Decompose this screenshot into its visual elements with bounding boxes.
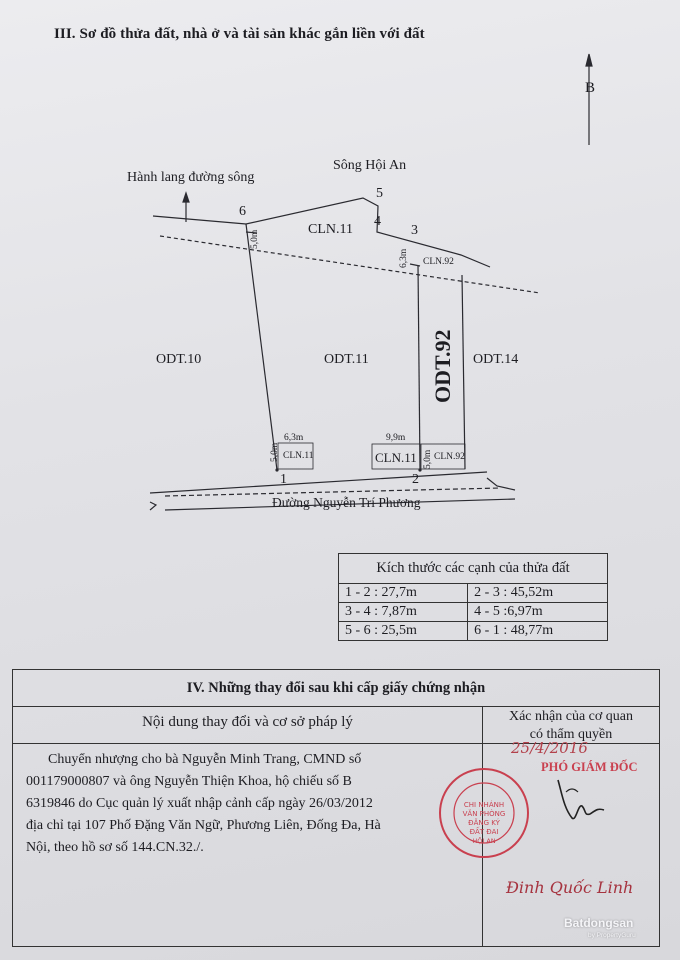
river-corridor-label: Hành lang đường sông	[127, 170, 255, 185]
svg-text:CHI NHÁNH: CHI NHÁNH	[463, 801, 505, 809]
point-1-dot	[275, 468, 278, 471]
point-4: 4	[374, 214, 381, 229]
point-3: 3	[411, 223, 418, 238]
point-5: 5	[376, 186, 383, 201]
table-row	[339, 622, 608, 641]
edge-6-1	[246, 224, 277, 470]
svg-text:ĐẤT ĐAI: ĐẤT ĐAI	[469, 828, 499, 836]
watermark-sub: by PropertyGuru	[588, 932, 636, 939]
column-header-content: Nội dung thay đổi và cơ sở pháp lý	[142, 714, 353, 730]
measure-west-top: 5,0m	[250, 229, 260, 249]
signature-scribble	[548, 770, 608, 830]
handwritten-date: 25/4/2016	[511, 739, 588, 757]
watermark-brand: Batdongsan	[564, 916, 634, 930]
change-content-line: Chuyển nhượng cho bà Nguyễn Minh Trang, CMND số	[48, 752, 362, 767]
road-break-right	[487, 478, 515, 490]
strip-bottom-right-label: CLN.92	[434, 452, 465, 462]
change-content-line: Nội, theo hồ sơ số 144.CN.32./.	[26, 840, 204, 855]
measure-bottom-right-height: 5,0m	[423, 449, 433, 469]
north-arrow-head	[586, 54, 592, 66]
edge-dimensions-table	[338, 553, 608, 641]
table-row	[339, 584, 608, 603]
table-cell: 4 - 5 :6,97m	[468, 603, 608, 622]
north-label: B	[585, 80, 596, 96]
river-name-label: Sông Hội An	[333, 158, 407, 173]
measure-bottom-center-width: 9,9m	[386, 433, 406, 443]
measure-bottom-left-width: 6,3m	[284, 433, 304, 443]
road-break-left	[150, 502, 156, 510]
table-cell: 1 - 2 : 27,7m	[339, 584, 468, 603]
point-1: 1	[280, 472, 287, 487]
table-cell: 5 - 6 : 25,5m	[339, 622, 468, 641]
column-header-confirm-line1: Xác nhận của cơ quan	[508, 709, 633, 724]
parcel-odt-10: ODT.10	[156, 352, 202, 367]
svg-text:HỘI AN: HỘI AN	[472, 837, 496, 845]
watermark	[564, 914, 636, 939]
point-2: 2	[412, 472, 419, 487]
change-content-line: 001179000807 và ông Nguyễn Thiện Khoa, hộ chiếu số B	[26, 774, 352, 789]
parcel-odt-92: ODT.92	[430, 329, 455, 403]
edge-2-3	[418, 265, 420, 470]
table-cell: 3 - 4 : 7,87m	[339, 603, 468, 622]
change-content-line: 6319846 do Cục quản lý xuất nhập cảnh cấp ngày 26/03/2012	[26, 796, 373, 811]
edge-dimensions-title: Kích thước các cạnh của thửa đất	[339, 554, 608, 584]
signer-name: Đinh Quốc Linh	[506, 878, 634, 897]
parcel-odt-11: ODT.11	[324, 352, 369, 367]
parcel-14-boundary	[462, 275, 465, 469]
official-seal	[436, 765, 532, 861]
strip-bottom-left-label: CLN.11	[283, 451, 314, 461]
point-6: 6	[239, 204, 246, 219]
corridor-arrow-head	[183, 193, 189, 202]
parcel-odt-14: ODT.14	[473, 352, 519, 367]
strip-top-mid-label: CLN.92	[423, 257, 454, 267]
measure-mid-top: 6,3m	[399, 248, 409, 268]
section-iii-title: III. Sơ đồ thửa đất, nhà ở và tài sản khác gắn liền với đất	[54, 26, 425, 42]
table-cell: 2 - 3 : 45,52m	[468, 584, 608, 603]
stamp-role: PHÓ GIÁM ĐỐC	[541, 760, 638, 774]
column-header-confirm-line2: có thẩm quyền	[529, 727, 613, 742]
measure-bottom-left-height: 5,0m	[270, 442, 280, 462]
svg-text:VĂN PHÒNG: VĂN PHÒNG	[462, 810, 506, 818]
strip-top-main-label: CLN.11	[308, 222, 353, 237]
section-iv-title: IV. Những thay đổi sau khi cấp giấy chứng nhận	[13, 670, 659, 707]
svg-text:ĐĂNG KÝ: ĐĂNG KÝ	[468, 819, 500, 827]
road-top-line	[150, 472, 487, 493]
table-cell: 6 - 1 : 48,77m	[468, 622, 608, 641]
table-row	[339, 603, 608, 622]
change-content-line: địa chỉ tại 107 Phố Đặng Văn Ngữ, Phương Liên, Đống Đa, Hà	[26, 818, 381, 833]
road-name-label: Đường Nguyễn Trí Phương	[272, 495, 421, 510]
strip-bottom-center-label: CLN.11	[375, 450, 417, 465]
